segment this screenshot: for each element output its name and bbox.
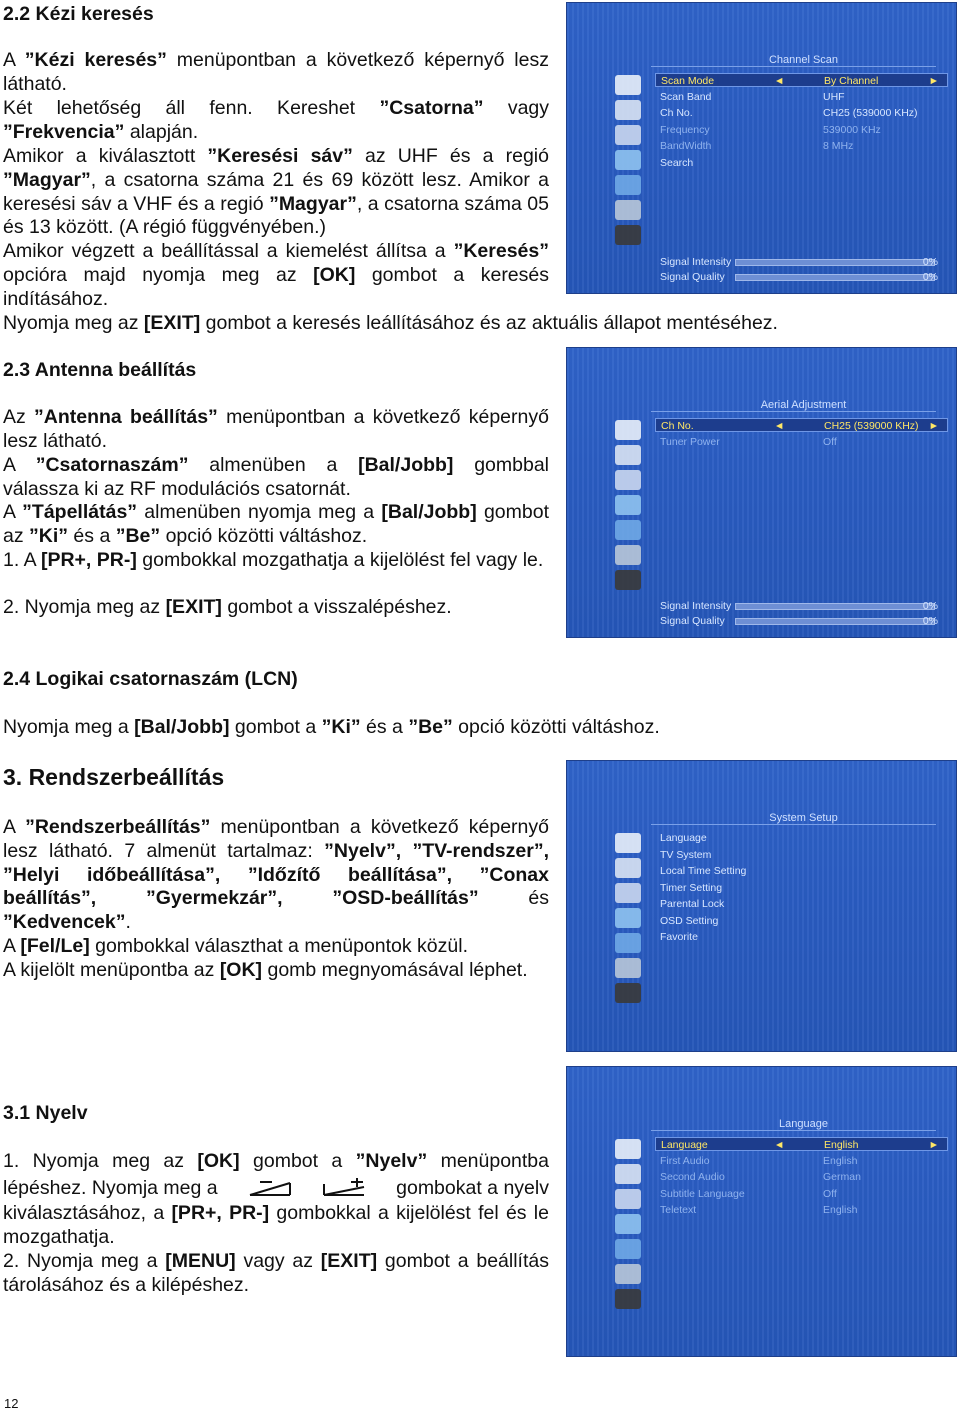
game-icon xyxy=(615,933,641,953)
settings-icon xyxy=(615,958,641,978)
signal-value: 0% xyxy=(922,271,938,283)
bold-term: [MENU] xyxy=(165,1250,236,1272)
s31-paragraph-2 xyxy=(3,1250,549,1298)
text-run: opcióra majd nyomja meg az xyxy=(3,263,314,286)
screen-row-label: TV System xyxy=(660,848,712,861)
text-run: gomb megnyomásával léphet. xyxy=(262,959,528,981)
s23-paragraph-3 xyxy=(3,501,549,549)
screen-menu-row xyxy=(655,897,948,911)
s31-paragraph-1b xyxy=(3,1176,549,1200)
text-run: Amikor végzett a beállítással a kiemelést állítsa a xyxy=(3,240,454,262)
text-run: és a xyxy=(360,716,409,738)
text-run: 2. Nyomja meg az xyxy=(3,596,166,618)
screen-row-label: Frequency xyxy=(660,123,710,136)
text-run: gombot a beállítás tárolásához és a kilépéshez. xyxy=(3,1250,549,1296)
text-run: vagy xyxy=(483,97,550,119)
section-heading-3-1: 3.1 Nyelv xyxy=(3,1102,88,1124)
section-heading-2-2: 2.2 Kézi keresés xyxy=(3,3,154,25)
screen-menu-row xyxy=(655,1154,948,1168)
bold-term: [EXIT] xyxy=(143,312,201,334)
globe-icon xyxy=(615,1214,641,1234)
s23-paragraph-4 xyxy=(3,549,549,573)
tv-icon xyxy=(615,75,641,95)
text-run: Nyomja meg a xyxy=(3,716,135,738)
screen-row-label: Local Time Setting xyxy=(660,865,747,877)
screen-menu-row xyxy=(655,864,948,878)
text-run: almenüben nyomja meg a xyxy=(137,501,382,523)
screen-title: Language xyxy=(779,1118,828,1130)
text-run: Amikor a kiválasztott xyxy=(3,145,208,167)
signal-bar xyxy=(735,259,935,266)
edit-icon xyxy=(615,445,641,465)
bold-term: ”Magyar” xyxy=(269,192,357,215)
volume-down-icon xyxy=(248,1178,292,1198)
bold-term: ”Be” xyxy=(115,524,161,547)
text-run: alapján. xyxy=(124,120,199,143)
signal-bar xyxy=(735,618,935,625)
screen-row-label: Ch No. xyxy=(661,420,694,432)
text-run: 1. Nyomja meg az xyxy=(3,1150,198,1172)
s31-text-before-icons: lépéshez. Nyomja meg a xyxy=(3,1177,218,1199)
system-setup-screenshot xyxy=(566,760,957,1052)
s31-text-after-icons: gombokat a nyelv xyxy=(396,1177,549,1199)
bold-term: ”Tápellátás” xyxy=(22,501,138,523)
screen-title: System Setup xyxy=(769,812,838,824)
right-arrow-icon: ► xyxy=(928,1139,939,1151)
settings-icon xyxy=(615,200,641,220)
screen-menu-row xyxy=(655,1203,948,1217)
signal-label: Signal Intensity xyxy=(660,256,732,268)
text-run: A xyxy=(3,501,23,523)
bold-term: ”Keresési sáv” xyxy=(207,145,353,167)
game-icon xyxy=(615,1239,641,1259)
signal-row xyxy=(655,255,948,269)
screen-menu-row xyxy=(655,1187,948,1201)
s23-paragraph-2 xyxy=(3,454,549,502)
text-run: A kijelölt menüpontba az xyxy=(3,959,220,981)
signal-bar xyxy=(735,274,935,281)
film-reel-icon xyxy=(615,1189,641,1209)
text-run: kiválasztásához, a xyxy=(3,1202,172,1224)
screen-row-label: Search xyxy=(660,156,694,169)
screen-row-label: Favorite xyxy=(660,931,698,943)
bold-term: ”Nyelv” xyxy=(355,1150,428,1172)
text-run: opció közötti váltáshoz. xyxy=(452,716,660,738)
screen-row-label: Subtitle Language xyxy=(660,1187,745,1200)
s31-paragraph-1c xyxy=(3,1202,549,1250)
bold-term: ”Rendszerbeállítás” xyxy=(25,816,211,838)
s22-paragraph-2 xyxy=(3,97,549,145)
text-run: gombot a xyxy=(239,1150,356,1172)
page-number: 12 xyxy=(4,1396,19,1410)
bold-term: ”Csatorna” xyxy=(379,97,484,119)
channel-scan-screenshot xyxy=(566,2,957,294)
screen-row-label: Ch No. xyxy=(660,107,693,119)
s23-paragraph-1 xyxy=(3,406,549,454)
game-icon xyxy=(615,175,641,195)
text-run: vagy az xyxy=(235,1250,321,1272)
s22-paragraph-5 xyxy=(3,312,903,336)
screen-menu-row xyxy=(655,156,948,170)
s22-paragraph-3 xyxy=(3,145,549,240)
bold-term: [PR+, PR-] xyxy=(40,549,137,571)
screen-row-value: English xyxy=(824,1139,859,1151)
s3-paragraph-1 xyxy=(3,816,549,935)
signal-row xyxy=(655,614,948,628)
game-icon xyxy=(615,520,641,540)
bold-term: ”Ki” xyxy=(29,524,69,547)
screen-menu-panel xyxy=(655,418,948,627)
text-run: menüpontban a következő képernyő lesz látható. xyxy=(3,406,549,452)
left-arrow-icon: ◄ xyxy=(774,75,785,87)
globe-icon xyxy=(615,495,641,515)
s22-paragraph-4 xyxy=(3,240,549,311)
signal-label: Signal Quality xyxy=(660,271,725,283)
right-arrow-icon: ► xyxy=(928,75,939,87)
section-heading-3: 3. Rendszerbeállítás xyxy=(3,764,225,790)
tv-icon xyxy=(615,1139,641,1159)
text-run: gombokkal a kijelölést fel és le mozgathatja. xyxy=(3,1202,549,1248)
bold-term: [OK] xyxy=(197,1150,240,1172)
screen-menu-row xyxy=(655,90,948,104)
signal-label: Signal Intensity xyxy=(660,600,732,612)
screen-row-label: Scan Band xyxy=(660,90,712,103)
s31-paragraph-1a xyxy=(3,1150,549,1174)
screen-row-value: UHF xyxy=(823,90,845,103)
text-run: gombot az xyxy=(3,501,549,547)
screen-row-label: Parental Lock xyxy=(660,898,725,910)
bold-term: ”Keresés” xyxy=(453,240,549,262)
screen-menu-panel xyxy=(655,73,948,283)
screen-row-label: Scan Mode xyxy=(661,75,715,87)
text-run: Az xyxy=(3,406,35,428)
screen-title: Aerial Adjustment xyxy=(760,399,847,411)
volume-up-icon xyxy=(322,1178,366,1198)
text-run: gombokkal mozgathatja a kijelölést fel vagy le. xyxy=(136,549,544,571)
text-run: almenüben a xyxy=(188,454,359,476)
screen-row-value: 539000 KHz xyxy=(823,123,881,136)
bold-term: ”Be” xyxy=(408,716,453,738)
screen-row-value: Off xyxy=(823,435,837,448)
s24-paragraph-1 xyxy=(3,716,903,740)
text-run: gombokkal választhat a menüpontok közül. xyxy=(89,935,469,957)
text-run: menüpontba xyxy=(427,1150,549,1172)
text-run: gombot a xyxy=(229,716,322,738)
bold-term: [Fel/Le] xyxy=(20,935,90,957)
text-run: menüpontban a következő képernyő lesz látható. 7 almenüt tartalmaz: xyxy=(3,816,549,862)
screen-menu-row xyxy=(655,1170,948,1184)
screen-row-label: Language xyxy=(660,832,707,844)
clapper-icon xyxy=(615,1289,641,1309)
text-run: gombot a keresés indításához. xyxy=(3,263,549,310)
globe-icon xyxy=(615,150,641,170)
bold-term: ”Antenna beállítás” xyxy=(34,406,218,428)
bold-term: [Bal/Jobb] xyxy=(134,716,230,738)
film-reel-icon xyxy=(615,125,641,145)
aerial-adjustment-screenshot xyxy=(566,347,957,638)
screen-menu-row xyxy=(655,930,948,944)
text-run: , a csatorna száma 21 és 69 között lesz. Amikor a keresési sáv a VHF és a regió xyxy=(3,168,549,215)
screen-row-label: OSD Setting xyxy=(660,914,719,927)
signal-label: Signal Quality xyxy=(660,615,725,627)
screen-row-label: Second Audio xyxy=(660,1171,725,1183)
screen-row-value: Off xyxy=(823,1187,837,1200)
screen-row-value: CH25 (539000 KHz) xyxy=(823,107,918,119)
screen-row-label: BandWidth xyxy=(660,140,712,152)
text-run: A xyxy=(3,816,26,838)
screen-menu-row xyxy=(655,881,948,895)
signal-value: 0% xyxy=(922,615,938,627)
settings-icon xyxy=(615,1264,641,1284)
signal-value: 0% xyxy=(922,256,938,268)
bold-term: [OK] xyxy=(313,263,356,286)
bold-term: ”Kézi keresés” xyxy=(24,49,167,71)
section-heading-2-3: 2.3 Antenna beállítás xyxy=(3,359,197,381)
text-run: és a xyxy=(68,524,116,547)
text-run: A xyxy=(3,49,25,71)
bold-term: ”Frekvencia” xyxy=(3,120,125,143)
screen-row-label: First Audio xyxy=(660,1154,710,1167)
screen-menu-row xyxy=(655,1137,948,1151)
film-reel-icon xyxy=(615,470,641,490)
screen-menu-row xyxy=(655,418,948,432)
text-run: , a csatorna száma 05 és 13 között. (A régió függvényében.) xyxy=(3,192,549,239)
film-reel-icon xyxy=(615,883,641,903)
text-run: az UHF és a regió xyxy=(352,145,549,167)
text-run: opció közötti váltáshoz. xyxy=(160,524,368,547)
edit-icon xyxy=(615,1164,641,1184)
bold-term: ”Nyelv”, ”TV-rendszer”, ”Helyi időbeállítása”, ”Időzítő beállítása”, ”Conax beállítás”, ”Gyermekzár”, ”OSD-beállítás” xyxy=(3,839,549,910)
settings-icon xyxy=(615,545,641,565)
text-run: és xyxy=(478,887,549,910)
text-run: 2. Nyomja meg a xyxy=(3,1250,166,1272)
text-run: gombot a visszalépéshez. xyxy=(221,596,452,618)
clapper-icon xyxy=(615,225,641,245)
clapper-icon xyxy=(615,570,641,590)
tv-icon xyxy=(615,420,641,440)
bold-term: ”Csatornaszám” xyxy=(35,454,189,476)
screen-menu-panel xyxy=(655,831,948,1041)
screen-row-value: German xyxy=(823,1171,861,1183)
right-arrow-icon: ► xyxy=(928,420,939,432)
bold-term: [EXIT] xyxy=(165,596,222,618)
bold-term: ”Kedvencek” xyxy=(3,911,126,934)
screen-row-value: English xyxy=(823,1154,858,1167)
text-run: gombot a keresés leállításához és az aktuális állapot mentéséhez. xyxy=(200,312,778,334)
screen-menu-row xyxy=(655,435,948,449)
screen-row-label: Language xyxy=(661,1139,708,1151)
screen-row-value: By Channel xyxy=(824,75,879,87)
clapper-icon xyxy=(615,983,641,1003)
screen-row-value: CH25 (539000 KHz) xyxy=(824,420,919,432)
bold-term: [EXIT] xyxy=(320,1250,378,1272)
signal-bar xyxy=(735,603,935,610)
s23-paragraph-5 xyxy=(3,596,549,620)
screen-menu-row xyxy=(655,139,948,153)
bold-term: [OK] xyxy=(219,959,263,981)
text-run: A xyxy=(3,935,21,957)
text-run: menüpontban a következő képernyő lesz látható. xyxy=(3,49,549,95)
screen-menu-panel xyxy=(655,1137,948,1346)
tv-icon xyxy=(615,833,641,853)
text-run: Nyomja meg az xyxy=(3,312,144,334)
edit-icon xyxy=(615,100,641,120)
bold-term: [Bal/Jobb] xyxy=(358,454,454,476)
signal-row xyxy=(655,599,948,613)
globe-icon xyxy=(615,908,641,928)
s22-paragraph-1 xyxy=(3,49,549,97)
text-run: 1. A xyxy=(3,549,41,571)
left-arrow-icon: ◄ xyxy=(774,420,785,432)
text-run: A xyxy=(3,454,36,476)
s3-paragraph-3 xyxy=(3,959,549,983)
screen-menu-row xyxy=(655,831,948,845)
screen-row-label: Timer Setting xyxy=(660,881,723,894)
text-run: gombbal válassza ki az RF modulációs csatornát. xyxy=(3,454,549,500)
section-heading-2-4: 2.4 Logikai csatornaszám (LCN) xyxy=(3,668,298,690)
screen-menu-row xyxy=(655,106,948,120)
s3-paragraph-2 xyxy=(3,935,549,959)
bold-term: [Bal/Jobb] xyxy=(381,501,477,523)
screen-menu-row xyxy=(655,73,948,87)
bold-term: ”Magyar” xyxy=(3,168,91,191)
bold-term: [PR+, PR-] xyxy=(171,1202,270,1224)
screen-row-label: Teletext xyxy=(660,1204,697,1216)
screen-row-value: English xyxy=(823,1204,858,1216)
screen-menu-row xyxy=(655,848,948,862)
left-arrow-icon: ◄ xyxy=(774,1139,785,1151)
signal-value: 0% xyxy=(922,600,938,612)
text-run: Két lehetőség áll fenn. Kereshet xyxy=(3,97,380,119)
signal-row xyxy=(655,270,948,284)
screen-title: Channel Scan xyxy=(768,54,839,66)
screen-menu-row xyxy=(655,123,948,137)
bold-term: ”Ki” xyxy=(321,716,361,738)
text-run: . xyxy=(125,911,131,934)
screen-menu-row xyxy=(655,914,948,928)
edit-icon xyxy=(615,858,641,878)
screen-row-label: Tuner Power xyxy=(660,435,720,448)
screen-row-value: 8 MHz xyxy=(823,140,854,152)
language-screenshot xyxy=(566,1066,957,1357)
